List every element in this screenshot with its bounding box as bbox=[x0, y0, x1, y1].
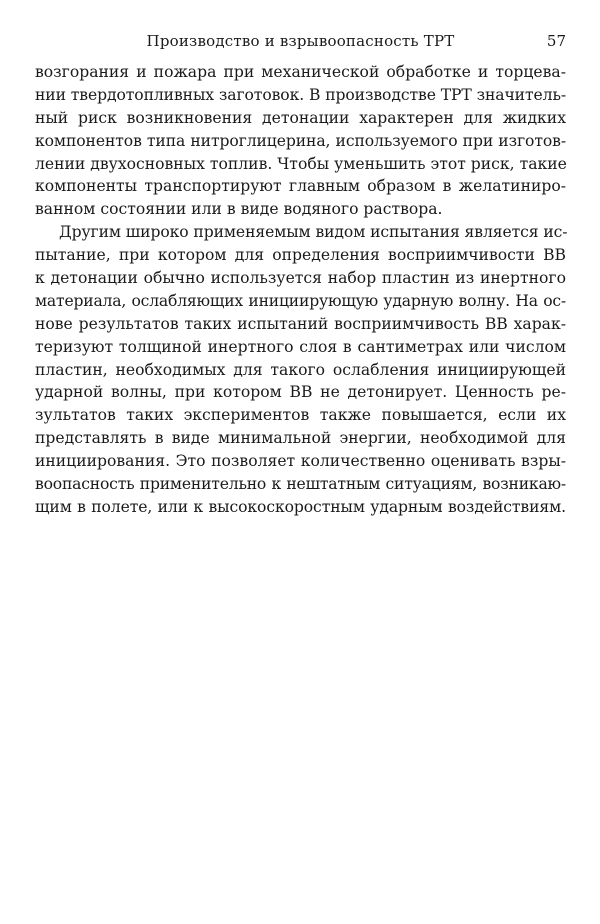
text-line: зультатов таких экспериментов также повышается, если их bbox=[35, 406, 566, 425]
text-line: ударной волны, при котором ВВ не детонирует. Ценность ре- bbox=[35, 383, 566, 402]
text-line: компоненты транспортируют главным образом в желатиниро- bbox=[35, 177, 566, 196]
text-line: ный риск возникновения детонации характерен для жидких bbox=[35, 108, 566, 127]
running-head bbox=[35, 30, 566, 52]
text-line: компонентов типа нитроглицерина, используемого при изготов- bbox=[35, 131, 566, 150]
text-line: представлять в виде минимальной энергии, необходимой для bbox=[35, 429, 566, 448]
text-line: Другим широко применяемым видом испытания является ис- bbox=[59, 223, 568, 242]
paragraph-1 bbox=[35, 61, 566, 221]
body-text bbox=[35, 61, 566, 519]
text-line: лении двухосновных топлив. Чтобы уменьшить этот риск, такие bbox=[35, 154, 567, 173]
text-line: пытание, при котором для определения восприимчивости ВВ bbox=[35, 246, 566, 265]
text-line: воопасность применительно к нештатным ситуациям, возникаю- bbox=[35, 475, 566, 494]
text-line: нове результатов таких испытаний восприимчивость ВВ харак- bbox=[35, 314, 566, 333]
text-line: щим в полете, или к высокоскоростным ударным воздействиям. bbox=[35, 497, 566, 516]
page-number: 57 bbox=[546, 32, 566, 50]
text-line: к детонации обычно используется набор пластин из инертного bbox=[35, 269, 566, 288]
paragraph-2 bbox=[35, 221, 566, 519]
running-title: Производство и взрывоопасность ТРТ bbox=[146, 32, 455, 50]
text-line: теризуют толщиной инертного слоя в сантиметрах или числом bbox=[35, 337, 566, 356]
text-line: инициирования. Это позволяет количественно оценивать взры- bbox=[35, 452, 566, 471]
text-line: ванном состоянии или в виде водяного раствора. bbox=[35, 200, 443, 219]
text-line: возгорания и пожара при механической обработке и торцева- bbox=[35, 63, 566, 81]
text-line: пластин, необходимых для такого ослабления инициирующей bbox=[35, 360, 566, 379]
text-line: материала, ослабляющих инициирующую ударную волну. На ос- bbox=[35, 291, 566, 310]
text-line: нии твердотопливных заготовок. В производстве ТРТ значитель- bbox=[35, 85, 566, 104]
